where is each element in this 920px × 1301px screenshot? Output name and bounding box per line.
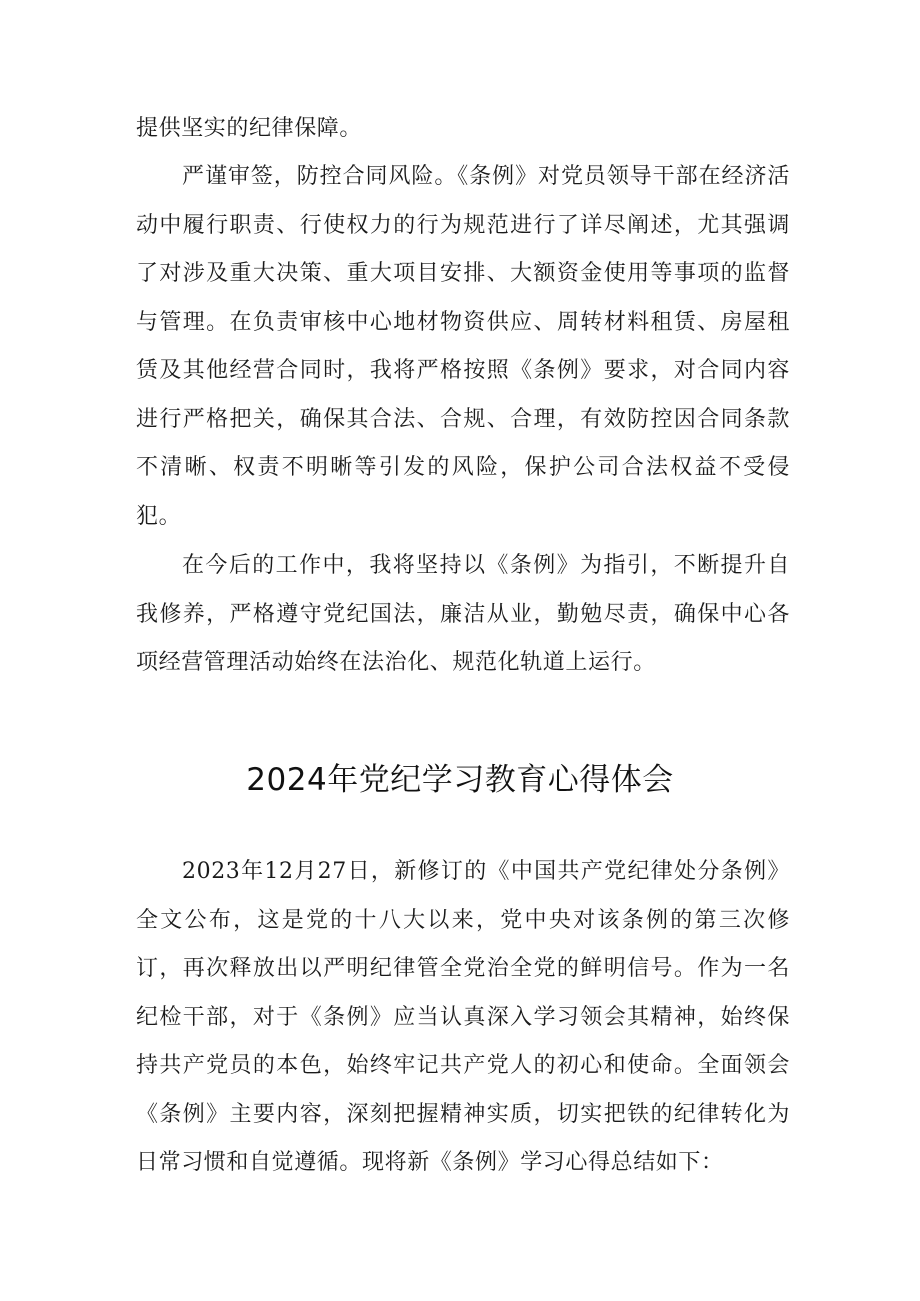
paragraph-conclusion: 在今后的工作中，我将坚持以《条例》为指引，不断提升自我修养，严格遵守党纪国法，廉洁从业，勤勉尽责，确保中心各项经营管理活动始终在法治化、规范化轨道上运行。	[136, 553, 790, 675]
paragraph-intro: 2023年12月27日，新修订的《中国共产党纪律处分条例》全文公布，这是党的十八大以来，党中央对该条例的第三次修订，再次释放出以严明纪律管全党治全党的鲜明信号。作为一名纪检干部，对于《条例》应当认真深入学习领会其精神，始终保持共产党员的本色，始终牢记共产党人的初心和使命。全面领会《条例》主要内容，深刻把握精神实质，切实把铁的纪律转化为日常习惯和自觉遵循。现将新《条例》学习心得总结如下：	[136, 859, 790, 1175]
section-title: 2024年党纪学习教育心得体会	[246, 762, 674, 798]
paragraph-continuation: 提供坚实的纪律保障。	[136, 116, 363, 141]
paragraph-contract-review: 严谨审签，防控合同风险。《条例》对党员领导干部在经济活动中履行职责、行使权力的行为规范进行了详尽阐述，尤其强调了对涉及重大决策、重大项目安排、大额资金使用等事项的监督与管理。在负责审核中心地材物资供应、周转材料租赁、房屋租赁及其他经营合同时，我将严格按照《条例》要求，对合同内容进行严格把关，确保其合法、合规、合理，有效防控因合同条款不清晰、权责不明晰等引发的风险，保护公司合法权益不受侵犯。	[136, 164, 790, 529]
